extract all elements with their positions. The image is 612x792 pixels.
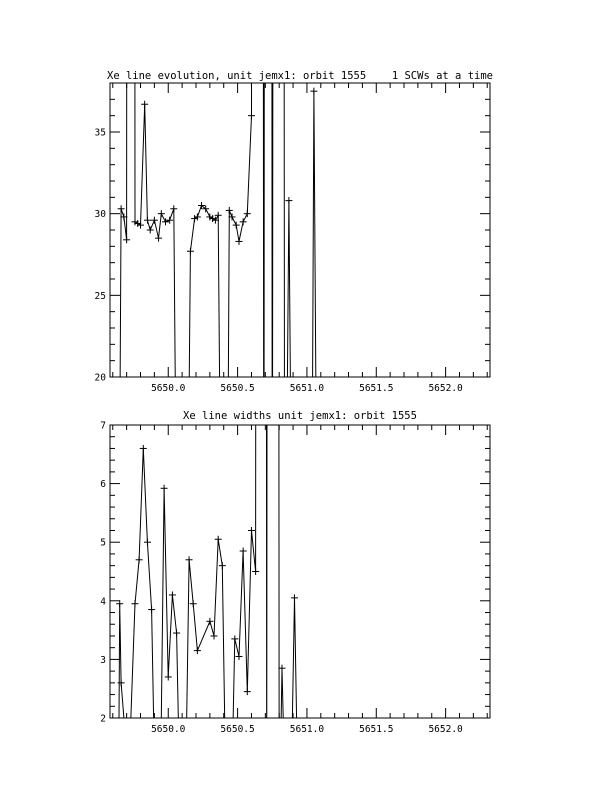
data-point-marker: [140, 445, 147, 452]
data-point-marker: [244, 210, 251, 217]
y-tick-label: 4: [100, 596, 106, 608]
data-point-marker: [187, 248, 194, 255]
data-point-marker: [169, 591, 176, 598]
widths-panel: [100, 0, 490, 792]
x-tick-label: 5652.0: [428, 383, 463, 394]
data-point-marker: [231, 635, 238, 642]
x-tick-label: 5650.0: [151, 383, 186, 394]
data-point-marker: [173, 630, 180, 637]
y-tick-label: 25: [94, 290, 106, 302]
y-tick-label: 30: [94, 209, 106, 221]
data-point-marker: [162, 218, 169, 225]
evolution-series: [118, 0, 321, 704]
data-point-marker: [235, 238, 242, 245]
data-point-marker: [131, 600, 138, 607]
data-point-marker: [252, 568, 259, 575]
widths-y-axis: [100, 421, 490, 725]
x-tick-label: 5651.5: [359, 724, 394, 735]
data-point-marker: [194, 647, 201, 654]
data-point-marker: [165, 673, 172, 680]
data-point-marker: [285, 197, 292, 204]
x-tick-label: 5651.0: [289, 383, 325, 394]
data-point-marker: [291, 594, 298, 601]
widths-title: Xe line widths unit jemx1: orbit 1555: [183, 410, 417, 422]
data-point-marker: [244, 688, 251, 695]
data-point-marker: [215, 536, 222, 543]
data-point-marker: [148, 606, 155, 613]
data-point-marker: [190, 600, 197, 607]
data-point-marker: [235, 653, 242, 660]
data-point-marker: [233, 222, 240, 229]
data-point-marker: [226, 207, 233, 214]
evolution-y-axis: [95, 83, 490, 384]
data-point-marker: [206, 618, 213, 625]
x-tick-label: 5651.0: [289, 724, 325, 735]
data-point-marker: [161, 485, 168, 492]
data-point-marker: [147, 227, 154, 234]
data-point-marker: [186, 556, 193, 563]
y-tick-label: 3: [100, 654, 106, 666]
y-tick-label: 2: [100, 713, 106, 725]
data-point-marker: [248, 527, 255, 534]
data-point-marker: [158, 210, 165, 217]
data-point-marker: [211, 632, 218, 639]
data-point-marker: [170, 205, 177, 212]
evolution-plot-frame: [110, 83, 490, 377]
widths-plot-frame: [110, 425, 490, 718]
evolution-title: Xe line evolution, unit jemx1: orbit 1555: [107, 70, 367, 82]
y-tick-label: 35: [94, 127, 106, 139]
data-point-marker: [141, 101, 148, 108]
data-point-marker: [240, 218, 247, 225]
x-tick-label: 5652.0: [428, 724, 463, 735]
data-point-marker: [118, 679, 125, 686]
series-line: [118, 0, 320, 704]
x-tick-label: 5650.5: [220, 724, 255, 735]
y-tick-label: 5: [100, 537, 106, 549]
x-tick-label: 5650.5: [220, 383, 255, 394]
data-point-marker: [144, 217, 151, 224]
y-tick-label: 6: [100, 479, 106, 491]
y-tick-label: 20: [94, 372, 106, 384]
data-point-marker: [144, 539, 151, 546]
data-point-marker: [151, 217, 158, 224]
data-point-marker: [219, 562, 226, 569]
evolution-subtitle: 1 SCWs at a time: [391, 70, 493, 82]
data-point-marker: [123, 236, 130, 243]
series-line: [118, 0, 301, 792]
widths-x-axis: [113, 425, 487, 735]
x-tick-label: 5651.5: [359, 383, 394, 394]
evolution-x-axis: [113, 83, 487, 394]
data-point-marker: [136, 556, 143, 563]
data-point-marker: [155, 235, 162, 242]
data-point-marker: [248, 112, 255, 119]
data-point-marker: [240, 547, 247, 554]
y-tick-label: 7: [100, 420, 106, 432]
data-point-marker: [166, 217, 173, 224]
data-point-marker: [310, 88, 317, 95]
x-tick-label: 5650.0: [151, 724, 186, 735]
data-point-marker: [118, 205, 125, 212]
